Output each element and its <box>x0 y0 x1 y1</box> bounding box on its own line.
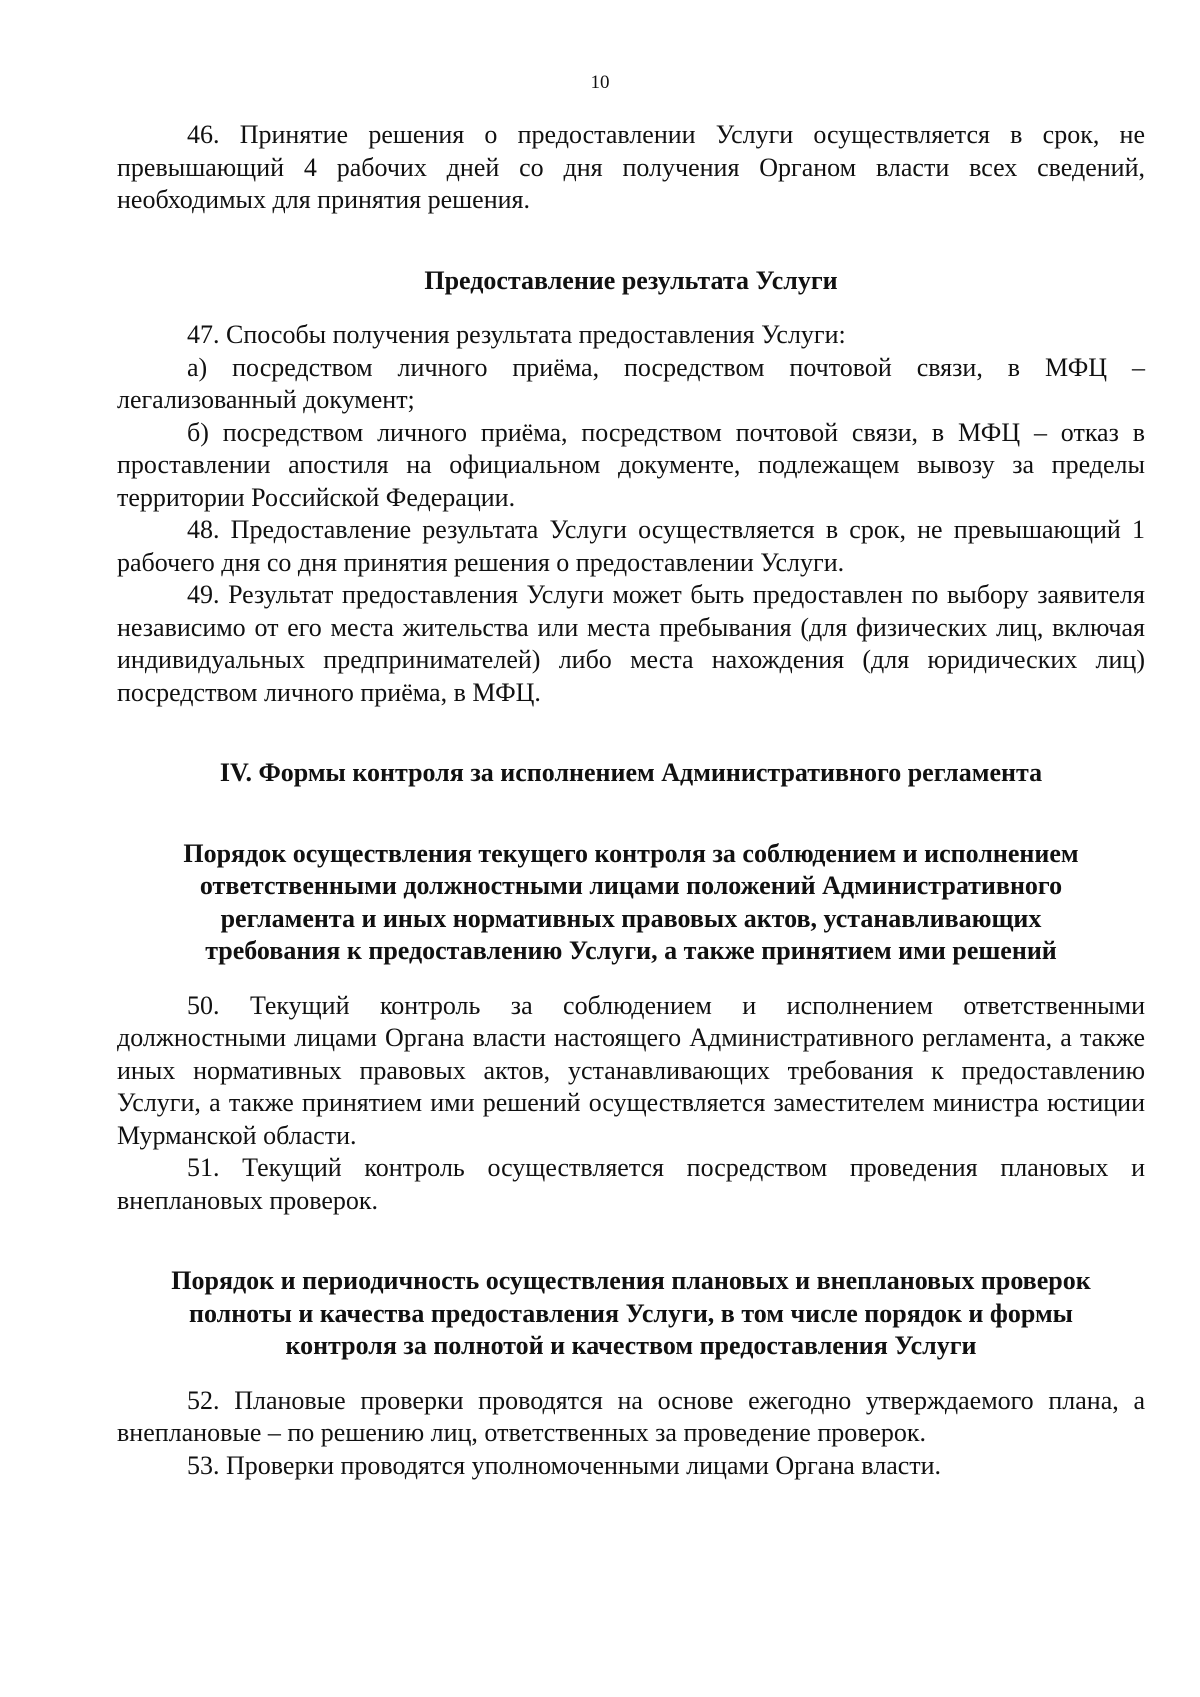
heading-inspections-line-1: Порядок и периодичность осуществления плановых и внеплановых проверок <box>171 1266 1091 1295</box>
paragraph-52: 52. Плановые проверки проводятся на основе ежегодно утверждаемого плана, а внеплановые – по решению лиц, ответственных за проведение проверок. <box>117 1385 1145 1447</box>
spacer <box>117 1363 1145 1385</box>
spacer <box>117 968 1145 990</box>
paragraph-53: 53. Проверки проводятся уполномоченными лицами Органа власти. <box>187 1450 942 1480</box>
spacer <box>117 1217 1145 1265</box>
spacer <box>117 709 1145 757</box>
paragraph-47b: б) посредством личного приёма, посредством почтовой связи, в МФЦ – отказ в проставлении апостиля на официальном документе, подлежащем вывозу за пределы территории Российской Федерации. <box>117 417 1145 512</box>
paragraph-47: 47. Способы получения результата предоставления Услуги: <box>187 320 846 349</box>
spacer <box>117 297 1145 319</box>
heading-inspections-line-3: контроля за полнотой и качеством предоставления Услуги <box>285 1331 977 1360</box>
spacer <box>117 217 1145 265</box>
paragraph-51: 51. Текущий контроль осуществляется посредством проведения плановых и внеплановых проверок. <box>117 1153 1145 1215</box>
heading-current-control <box>117 838 1145 968</box>
paragraph-47a: а) посредством личного приёма, посредством почтовой связи, в МФЦ – легализованный документ; <box>117 352 1145 414</box>
heading-inspections-line-2: полноты и качества предоставления Услуги, в том числе порядок и формы <box>189 1298 1073 1328</box>
heading-section-iv: IV. Формы контроля за исполнением Административного регламента <box>219 758 1043 787</box>
paragraph-46: 46. Принятие решения о предоставлении Услуги осуществляется в срок, не превышающий 4 рабочих дней со дня получения Органом власти всех сведений, необходимых для принятия решения. <box>117 120 1145 214</box>
heading-current-control-line-4: требования к предоставлению Услуги, а также принятием ими решений <box>205 936 1057 965</box>
heading-current-control-line-2: ответственными должностными лицами положений Административного <box>199 871 1063 900</box>
heading-inspections <box>117 1265 1145 1363</box>
paragraph-50: 50. Текущий контроль за соблюдением и исполнением ответственными должностными лицами Органа власти настоящего Административного регламента, а также иных нормативных правовых актов, устанавливающих требования к предоставлению Услуги, а также принятием ими решений осуществляется заместителем министра юстиции Мурманской области. <box>117 990 1145 1150</box>
heading-result-provision: Предоставление результата Услуги <box>424 265 838 295</box>
page-number: 10 <box>590 72 610 93</box>
spacer <box>117 790 1145 838</box>
document-body <box>117 119 1145 1482</box>
paragraph-49: 49. Результат предоставления Услуги может быть предоставлен по выбору заявителя независимо от его места жительства или места пребывания (для физических лиц, включая индивидуальных предпринимателей) либо места нахождения (для юридических лиц) посредством личного приёма, в МФЦ. <box>117 580 1145 707</box>
heading-current-control-line-1: Порядок осуществления текущего контроля за соблюдением и исполнением <box>183 838 1079 868</box>
heading-current-control-line-3: регламента и иных нормативных правовых актов, устанавливающих <box>220 903 1042 933</box>
paragraph-48: 48. Предоставление результата Услуги осуществляется в срок, не превышающий 1 рабочего дня со дня принятия решения о предоставлении Услуги. <box>117 515 1145 577</box>
